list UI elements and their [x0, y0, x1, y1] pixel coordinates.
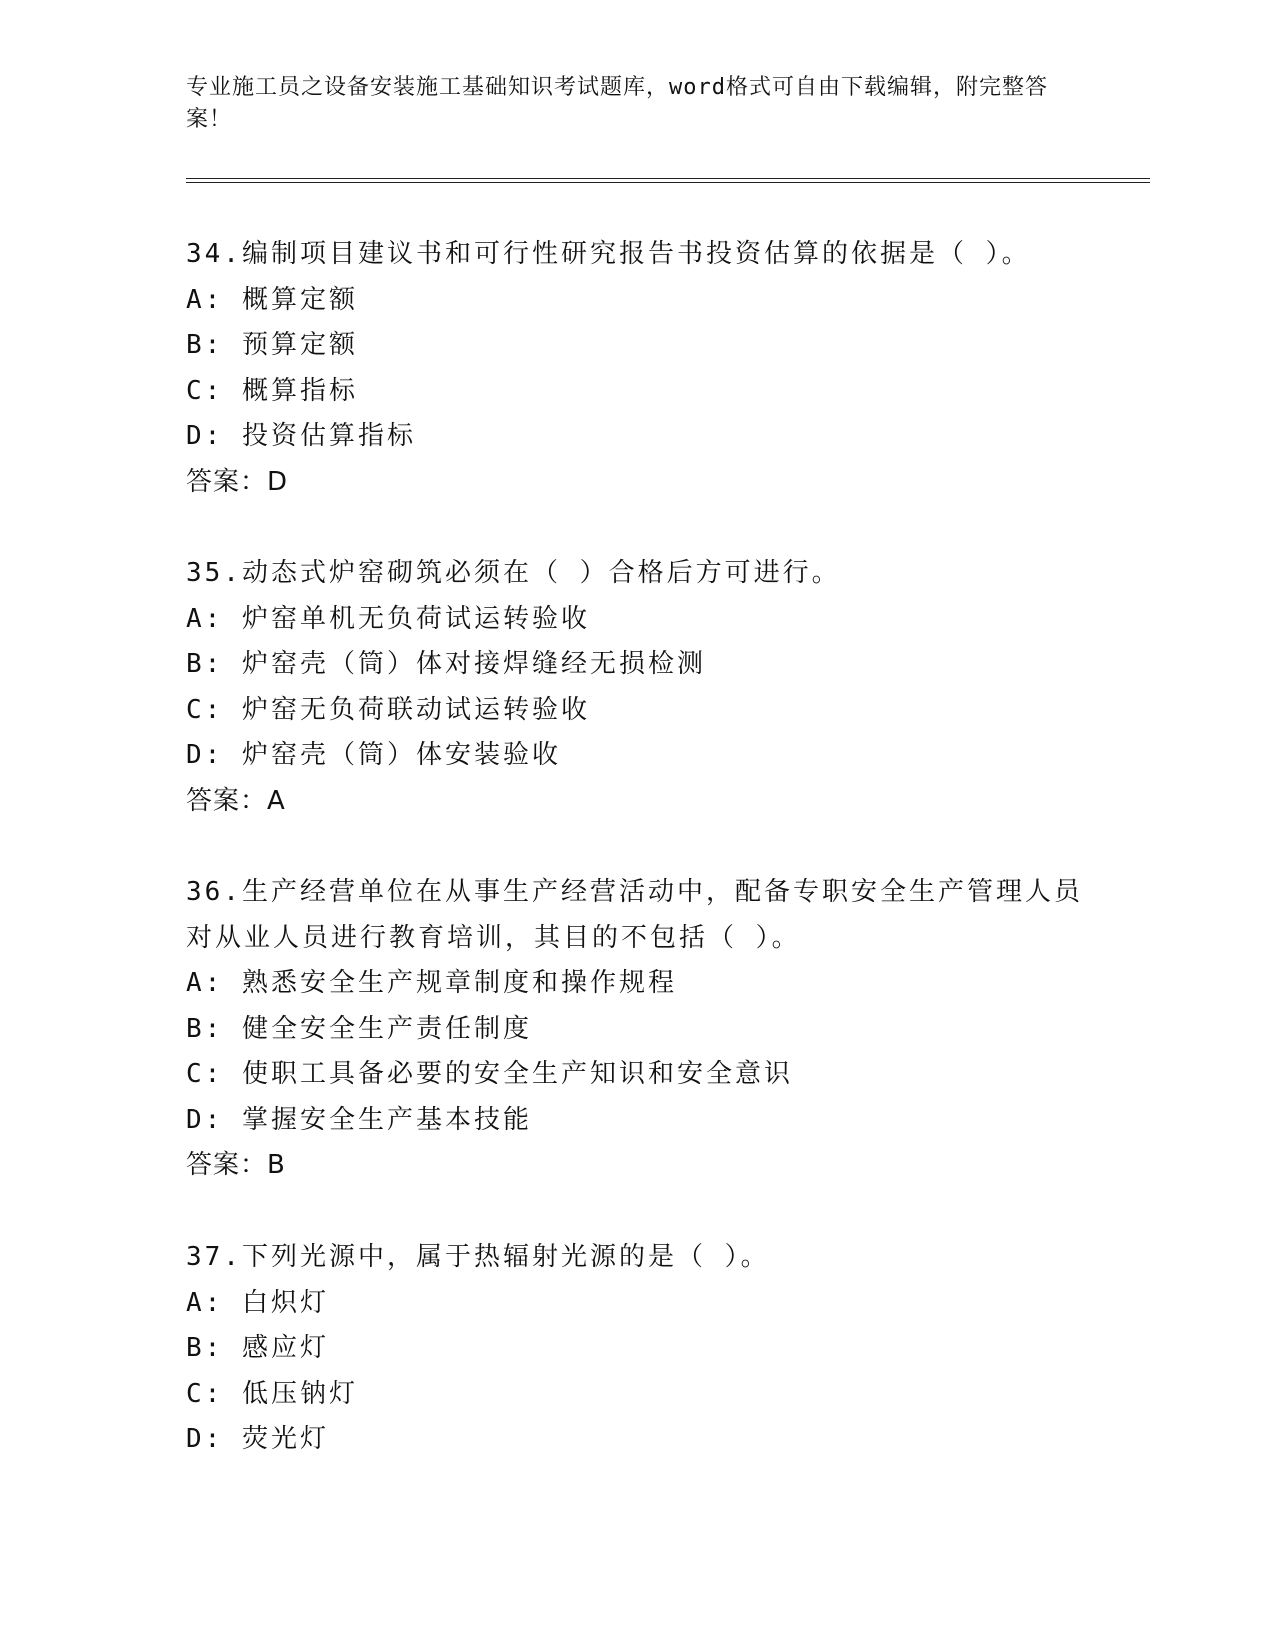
answer: 答案：A	[186, 785, 286, 816]
option-b: B: 健全安全生产责任制度	[186, 1013, 532, 1044]
option-d: D: 掌握安全生产基本技能	[186, 1104, 532, 1135]
option-b: B: 感应灯	[186, 1333, 329, 1363]
question-stem: 35.动态式炉窑砌筑必须在（ ）合格后方可进行。	[186, 558, 841, 588]
option-a: A: 白炽灯	[186, 1287, 329, 1318]
option-c: C: 概算指标	[186, 375, 358, 406]
question-36	[186, 870, 1086, 1189]
option-d: D: 荧光灯	[186, 1424, 329, 1454]
question-stem: 37.下列光源中，属于热辐射光源的是（ ）。	[186, 1242, 770, 1272]
question-35	[186, 551, 1086, 824]
option-a: A: 概算定额	[186, 284, 358, 315]
option-c: C: 炉窑无负荷联动试运转验收	[186, 694, 590, 725]
option-c: C: 使职工具备必要的安全生产知识和安全意识	[186, 1059, 793, 1089]
answer: 答案：B	[186, 1150, 286, 1180]
option-a: A: 炉窑单机无负荷试运转验收	[186, 603, 590, 634]
question-stem: 34.编制项目建议书和可行性研究报告书投资估算的依据是（ ）。	[186, 239, 1031, 269]
question-stem: 36.生产经营单位在从事生产经营活动中，配备专职安全生产管理人员对从业人员进行教育培训，其目的不包括（ ）。	[186, 877, 1083, 953]
question-34	[186, 232, 1086, 505]
option-a: A: 熟悉安全生产规章制度和操作规程	[186, 968, 677, 998]
header-rule-top	[186, 178, 1150, 179]
header-rule-bottom	[186, 182, 1150, 183]
option-b: B: 预算定额	[186, 330, 358, 360]
option-d: D: 炉窑壳（筒）体安装验收	[186, 740, 561, 770]
option-c: C: 低压钠灯	[186, 1378, 358, 1409]
option-d: D: 投资估算指标	[186, 421, 416, 451]
option-b: B: 炉窑壳（筒）体对接焊缝经无损检测	[186, 649, 706, 679]
answer: 答案：D	[186, 466, 289, 497]
question-37	[186, 1235, 1086, 1463]
document-header: 专业施工员之设备安装施工基础知识考试题库，word格式可自由下载编辑，附完整答案！	[186, 75, 1048, 132]
